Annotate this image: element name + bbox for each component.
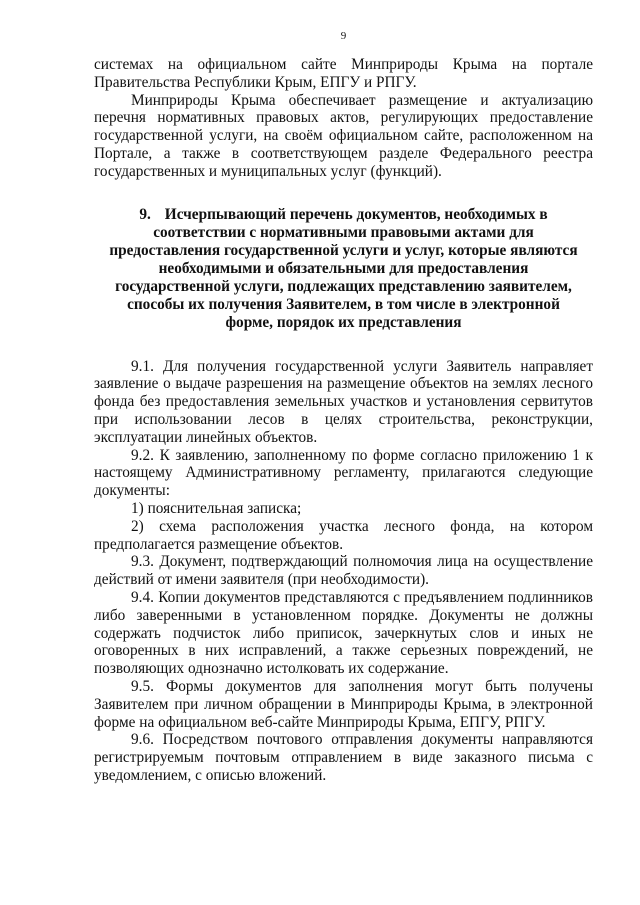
paragraph-9-3: 9.3. Документ, подтверждающий полномочия лица на осуществление действий от имени заявителя (при необходимости). [94,553,593,589]
paragraph-9-2: 9.2. К заявлению, заполненному по форме согласно приложению 1 к настоящему Административному регламенту, прилагаются следующие документы: [94,446,593,500]
intro-paragraph-continued: системах на официальном сайте Минприроды Крыма на портале Правительства Республики Крым, ЕПГУ и РПГУ. [94,56,593,91]
paragraph-9-1: 9.1. Для получения государственной услуги Заявитель направляет заявление о выдаче разрешения на размещение объектов на землях лесного фонда без предоставления земельных участков и установления сервитутов при использовании лесов в целях строительства, реконструкции, эксплуатации линейных объектов. [94,357,593,446]
paragraph-9-5: 9.5. Формы документов для заполнения могут быть получены Заявителем при личном обращении в Минприроды Крыма, в электронной форме на официальном веб-сайте Минприроды Крыма, ЕПГУ, РПГУ. [94,677,593,731]
section-number: 9. [139,205,151,223]
list-item-2: 2) схема расположения участка лесного фонда, на котором предполагается размещение объектов. [94,517,593,553]
section-title-text: Исчерпывающий перечень документов, необходимых в соответствии с нормативными правовыми актами для предоставления государственной услуги и услуг, которые являются необходимыми и обязательными для предоставления государственной услуги, подлежащих представлению заявителем, способы их получения Заявителем, в том числе в электронной форме, порядок их представления [109,205,578,331]
paragraph-9-6: 9.6. Посредством почтового отправления документы направляются регистрируемым почтовым отправлением в виде заказного письма с уведомлением, с описью вложений. [94,731,593,784]
section-heading [102,206,585,332]
list-item-1: 1) пояснительная записка; [131,499,302,517]
paragraph-9-4: 9.4. Копии документов представляются с предъявлением подлинников либо заверенными в установленном порядке. Документы не должны содержать подчисток либо приписок, зачеркнутых слов и иных не оговоренных в них исправлений, а также серьезных повреждений, не позволяющих однозначно истолковать их содержание. [94,588,593,678]
page-number: 9 [340,30,347,42]
intro-paragraph: Минприроды Крыма обеспечивает размещение и актуализацию перечня нормативных правовых актов, регулирующих предоставление государственной услуги, на своём официальном сайте, расположенном на Портале, а также в соответствующем разделе Федерального реестра государственных и муниципальных услуг (функций). [94,91,593,180]
